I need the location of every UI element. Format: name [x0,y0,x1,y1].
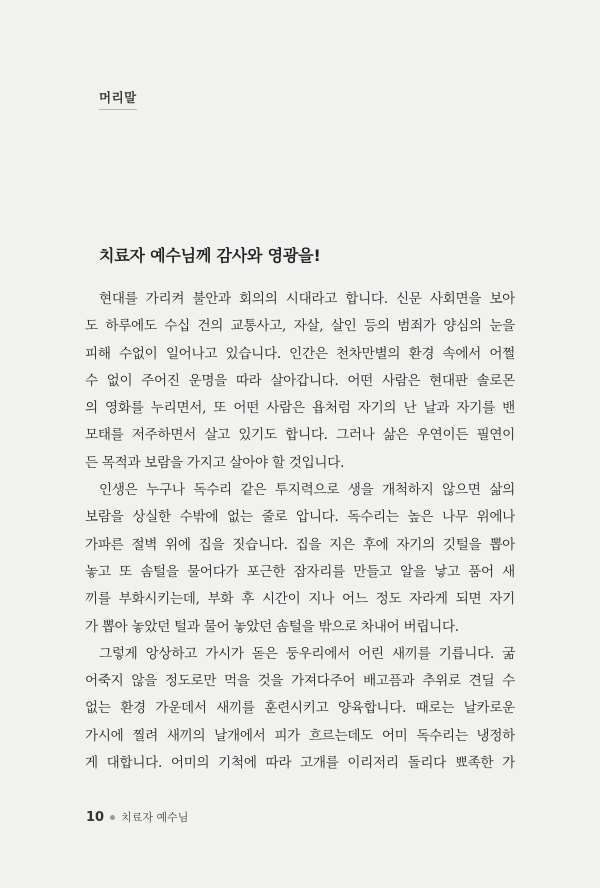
page-number: 10 [86,809,105,825]
paragraph-3-line-3: 없는 환경 가운데서 새끼를 훈련시키고 양육합니다. 때로는 날카로운 [85,700,515,717]
paragraph-2-line-6: 가 뽑아 놓았던 털과 물어 놓았던 솜털을 밖으로 차내어 버립니다. [85,618,459,635]
paragraph-3-line-1: 그렇게 앙상하고 가시가 돋은 둥우리에서 어린 새끼를 기릅니다. 굶 [99,645,515,662]
section-label: 머리말 [99,88,137,110]
paragraph-2-line-3: 가파른 절벽 위에 집을 짓습니다. 집을 지은 후에 자기의 깃털을 뽑아 [85,536,515,553]
bullet-dot-icon [110,815,115,820]
running-book-title: 치료자 예수님 [121,811,189,824]
body-text [85,286,515,777]
paragraph-3-line-5: 게 대합니다. 어미의 기척에 따라 고개를 이리저리 돌리다 뾰족한 가 [85,755,515,772]
paragraph-2-line-1: 인생은 누구나 독수리 같은 투지력으로 생을 개척하지 않으면 삶의 [99,482,515,499]
paragraph-3-line-2: 어죽지 않을 정도로만 먹을 것을 가져다주어 배고픔과 추위로 견딜 수 [85,673,515,690]
paragraph-2-line-2: 보람을 상실한 수밖에 없는 줄로 압니다. 독수리는 높은 나무 위에나 [85,509,515,526]
paragraph-3-line-4: 가시에 찔려 새끼의 날개에서 피가 흐르는데도 어미 독수리는 냉정하 [85,727,515,744]
paragraph-1-line-3: 피해 수없이 일어나고 있습니다. 인간은 천차만별의 환경 속에서 어쩔 [85,345,515,362]
paragraph-2-line-5: 끼를 부화시키는데, 부화 후 시간이 지나 어느 정도 자라게 되면 자기 [85,591,515,608]
paragraph-1-line-7: 든 목적과 보람을 가지고 살아야 할 것입니다. [85,454,345,471]
paragraph-1-line-1: 현대를 가리켜 불안과 회의의 시대라고 합니다. 신문 사회면을 보아 [99,291,515,307]
paragraph-2-line-4: 놓고 또 솜털을 물어다가 포근한 잠자리를 만들고 알을 낳고 품어 새 [85,563,515,580]
paragraph-1-line-4: 수 없이 주어진 운명을 따라 살아갑니다. 어떤 사람은 현대판 솔로몬 [85,372,515,389]
page-footer [86,809,188,825]
paragraph-1-line-6: 모태를 저주하면서 살고 있기도 합니다. 그러나 삶은 우연이든 필연이 [85,427,515,444]
paragraph-1-line-5: 의 영화를 누리면서, 또 어떤 사람은 욥처럼 자기의 난 날과 자기를 밴 [85,400,515,417]
paragraph-1-line-2: 도 하루에도 수십 건의 교통사고, 자살, 살인 등의 범죄가 양심의 눈을 [85,318,515,335]
chapter-heading: 치료자 예수님께 감사와 영광을! [99,246,321,265]
